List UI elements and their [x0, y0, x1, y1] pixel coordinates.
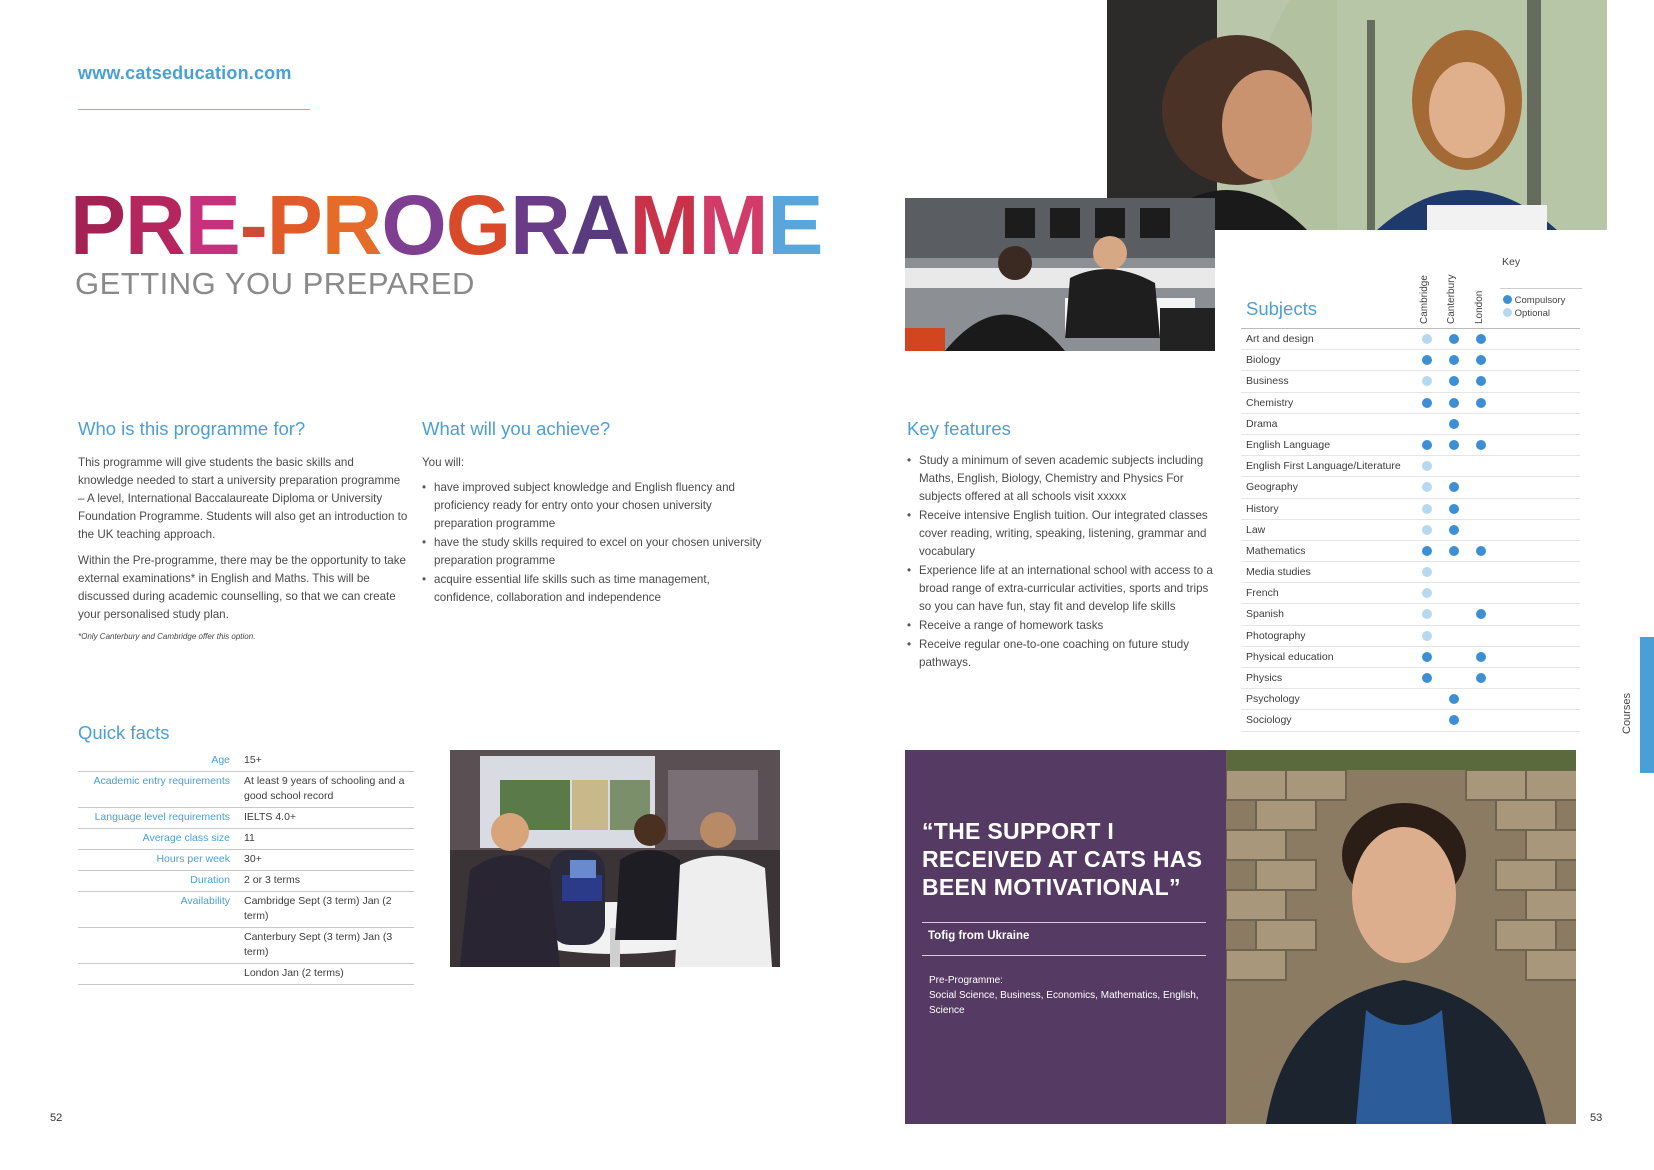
compulsory-dot-icon: [1476, 376, 1486, 386]
who-paragraph-1: This programme will give students the basic skills and knowledge needed to start a university preparation programme – A level, International Baccalaureate Diploma or University Foundation Programme. Students will also get an introduction to the UK teaching approach.: [78, 456, 408, 541]
quick-facts-label: [78, 928, 240, 964]
compulsory-dot-icon: [1449, 694, 1459, 704]
key-title: Key: [1502, 256, 1521, 268]
subject-row: [1241, 583, 1580, 604]
student-studying-illustration: [905, 198, 1215, 351]
column-label-canterbury: Canterbury: [1446, 274, 1457, 324]
compulsory-dot-icon: [1476, 398, 1486, 408]
who-section: [78, 418, 408, 641]
subject-name: Art and design: [1246, 333, 1314, 345]
subjects-heading: Subjects: [1246, 298, 1317, 319]
subject-name: Photography: [1246, 629, 1306, 642]
subject-name: Sociology: [1246, 714, 1292, 727]
title-letter: E: [184, 178, 240, 272]
compulsory-dot-icon: [1476, 334, 1486, 344]
compulsory-dot-icon: [1449, 419, 1459, 429]
quick-facts-value: London Jan (2 terms): [244, 967, 344, 979]
quick-facts-label: Language level requirements: [94, 811, 230, 823]
title-letter: M: [698, 178, 768, 272]
quote-programme-subjects: Social Science, Business, Economics, Mathematics, English, Science: [929, 990, 1199, 1016]
subject-row: [1241, 350, 1580, 371]
quick-facts-value: 15+: [244, 754, 262, 766]
subject-name: English Language: [1246, 438, 1331, 451]
subject-row: [1241, 499, 1580, 520]
subject-name: Drama: [1246, 417, 1278, 430]
optional-dot-icon: [1422, 504, 1432, 514]
compulsory-dot-icon: [1422, 398, 1432, 408]
quote-programme-label: Pre-Programme:: [929, 975, 1003, 986]
quick-facts-value: 11: [244, 832, 255, 844]
subject-name: English First Language/Literature: [1246, 460, 1401, 473]
courses-side-label: Courses: [1621, 693, 1633, 734]
feature-item: • Experience life at an international school with access to a broad range of extra-curricular activities, sports and trips so you can have fun, stay fit and develop life skills: [907, 562, 1217, 616]
subject-row: [1241, 371, 1580, 392]
column-label-london: London: [1474, 290, 1485, 324]
student-portrait-illustration: [1226, 750, 1576, 1124]
subject-row: [1241, 710, 1580, 731]
quick-facts-table: [78, 751, 414, 985]
feature-item: • Study a minimum of seven academic subjects including Maths, English, Biology, Chemistry and Physics For subjects offered at all schools visit xxxxx: [907, 452, 1217, 506]
column-label-cambridge: Cambridge: [1419, 275, 1430, 324]
key-compulsory: [1503, 295, 1565, 306]
students-talking-illustration: [1107, 0, 1607, 230]
title-letter: O: [381, 178, 446, 272]
compulsory-dot-icon: [1449, 376, 1459, 386]
title-letter: P: [266, 178, 322, 272]
quick-facts-value: Canterbury Sept (3 term) Jan (3 term): [244, 931, 393, 958]
subject-row: [1241, 626, 1580, 647]
achieve-item: • acquire essential life skills such as time management, confidence, collaboration and independence: [422, 571, 767, 607]
page-number-right: 53: [1590, 1112, 1603, 1124]
quick-facts-row: [78, 964, 414, 985]
compulsory-dot-icon: [1476, 609, 1486, 619]
quick-facts-row: [78, 829, 414, 850]
subject-name: Mathematics: [1246, 544, 1306, 557]
optional-dot-icon: [1422, 461, 1432, 471]
achieve-list: [422, 479, 767, 607]
subject-row: [1241, 435, 1580, 456]
achieve-intro: You will:: [422, 456, 465, 469]
key-rule: [1500, 288, 1582, 289]
quick-facts-label: Average class size: [142, 832, 230, 844]
quick-facts-label: Hours per week: [156, 853, 230, 865]
subject-row: [1241, 604, 1580, 625]
compulsory-dot-icon: [1422, 546, 1432, 556]
subject-row: [1241, 329, 1580, 350]
subject-row: [1241, 456, 1580, 477]
key-optional-label: Optional: [1514, 308, 1551, 319]
student-studying-photo: [905, 198, 1215, 351]
quote-rule-bottom: [922, 955, 1206, 956]
website-url[interactable]: www.catseducation.com: [78, 63, 292, 83]
optional-dot-icon: [1422, 609, 1432, 619]
title-letter: R: [510, 178, 570, 272]
features-heading: Key features: [907, 418, 1011, 439]
optional-dot-icon: [1422, 631, 1432, 641]
compulsory-dot-icon: [1449, 715, 1459, 725]
quick-facts-label: Availability: [180, 895, 230, 907]
subject-name: Business: [1246, 375, 1289, 388]
who-footnote: *Only Canterbury and Cambridge offer this option.: [78, 632, 256, 641]
subject-row: [1241, 689, 1580, 710]
optional-dot-icon: [1422, 525, 1432, 535]
optional-dot-icon: [1422, 482, 1432, 492]
compulsory-dot-icon: [1476, 546, 1486, 556]
compulsory-dot-icon: [1422, 440, 1432, 450]
feature-item: • Receive intensive English tuition. Our integrated classes cover reading, writing, speaking, listening, grammar and vocabulary: [907, 507, 1217, 561]
optional-dot-icon: [1422, 567, 1432, 577]
title-letter: P: [70, 178, 126, 272]
optional-dot-icon: [1503, 308, 1512, 317]
subject-row: [1241, 393, 1580, 414]
quick-facts-heading: Quick facts: [78, 722, 170, 743]
subject-name: Law: [1246, 523, 1266, 536]
courses-side-tab[interactable]: [1640, 637, 1654, 773]
group-study-illustration: [450, 750, 780, 967]
features-list: [907, 452, 1217, 672]
feature-item: • Receive regular one-to-one coaching on future study pathways.: [907, 636, 1217, 672]
subject-name: Geography: [1246, 481, 1298, 494]
title-letter: E: [767, 178, 823, 272]
achieve-section: [422, 418, 767, 608]
achieve-item: • have improved subject knowledge and English fluency and proficiency ready for entry onto your chosen university preparation programme: [422, 479, 767, 533]
url-underline: [78, 109, 310, 110]
subject-name: Physics: [1246, 672, 1283, 684]
compulsory-dot-icon: [1476, 673, 1486, 683]
optional-dot-icon: [1422, 588, 1432, 598]
quick-facts-row: [78, 871, 414, 892]
students-talking-photo: [1107, 0, 1607, 230]
subject-name: Physical education: [1246, 650, 1334, 663]
title-letter: M: [629, 178, 699, 272]
compulsory-dot-icon: [1449, 525, 1459, 535]
quick-facts-row: [78, 850, 414, 871]
subject-name: Spanish: [1246, 608, 1284, 621]
subject-row: [1241, 668, 1580, 689]
quick-facts-label: Age: [211, 754, 230, 766]
page-subtitle: GETTING YOU PREPARED: [75, 266, 475, 301]
quick-facts-row: [78, 751, 414, 772]
subject-row: [1241, 414, 1580, 435]
subject-name: Psychology: [1246, 693, 1300, 706]
quick-facts-label: Academic entry requirements: [93, 775, 230, 787]
quick-facts-label: Duration: [190, 874, 230, 886]
optional-dot-icon: [1422, 376, 1432, 386]
title-letter: G: [445, 178, 511, 272]
features-body: [907, 452, 1217, 672]
quote-author: Tofig from Ukraine: [928, 930, 1030, 942]
achieve-heading: What will you achieve?: [422, 418, 611, 439]
who-paragraph-2: Within the Pre-programme, there may be the opportunity to take external examinations* in English and Maths. This will be discussed during academic counselling, so that we can create your personalised study plan.: [78, 554, 407, 621]
compulsory-dot-icon: [1503, 295, 1512, 304]
subject-row: [1241, 477, 1580, 498]
quick-facts-label: [78, 964, 240, 985]
compulsory-dot-icon: [1449, 440, 1459, 450]
key-compulsory-label: Compulsory: [1514, 295, 1566, 306]
title-letter: R: [321, 178, 382, 272]
subject-name: French: [1246, 587, 1279, 600]
student-portrait-photo: [1226, 750, 1576, 1124]
compulsory-dot-icon: [1422, 673, 1432, 683]
subject-name: History: [1246, 502, 1279, 515]
quick-facts-row: [78, 808, 414, 829]
compulsory-dot-icon: [1449, 504, 1459, 514]
compulsory-dot-icon: [1449, 482, 1459, 492]
quick-facts-value: 30+: [244, 853, 262, 865]
subject-row: [1241, 520, 1580, 541]
compulsory-dot-icon: [1476, 652, 1486, 662]
subjects-table: [1241, 329, 1580, 732]
compulsory-dot-icon: [1449, 355, 1459, 365]
subject-name: Chemistry: [1246, 396, 1294, 409]
who-body: [78, 454, 408, 624]
group-study-photo: [450, 750, 780, 967]
quote-rule-top: [922, 922, 1206, 923]
subject-name: Biology: [1246, 354, 1281, 367]
quick-facts-row: [78, 928, 414, 964]
quick-facts-value: 2 or 3 terms: [244, 874, 301, 886]
quick-facts-value: At least 9 years of schooling and a good school record: [244, 775, 405, 802]
quote-text: “THE SUPPORT I RECEIVED AT CATS HAS BEEN MOTIVATIONAL”: [922, 818, 1203, 900]
feature-item: • Receive a range of homework tasks: [907, 617, 1217, 635]
quick-facts-value: IELTS 4.0+: [244, 811, 297, 823]
quote-programme: [929, 973, 1199, 1018]
compulsory-dot-icon: [1422, 652, 1432, 662]
subject-row: [1241, 562, 1580, 583]
title-letter: R: [125, 178, 185, 272]
compulsory-dot-icon: [1476, 355, 1486, 365]
page-title: [70, 178, 823, 272]
title-letter: -: [239, 178, 267, 272]
quick-facts-row: [78, 772, 414, 808]
page-number-left: 52: [50, 1112, 63, 1124]
key-optional: [1503, 308, 1550, 319]
quick-facts-value: Cambridge Sept (3 term) Jan (2 term): [244, 895, 392, 922]
optional-dot-icon: [1422, 334, 1432, 344]
achieve-item: • have the study skills required to excel on your chosen university preparation programme: [422, 534, 767, 570]
subject-name: Media studies: [1246, 566, 1311, 579]
compulsory-dot-icon: [1449, 546, 1459, 556]
subject-row: [1241, 647, 1580, 668]
quick-facts-row: [78, 892, 414, 928]
compulsory-dot-icon: [1449, 398, 1459, 408]
subject-row: [1241, 541, 1580, 562]
title-letter: A: [569, 178, 630, 272]
who-heading: Who is this programme for?: [78, 418, 306, 439]
compulsory-dot-icon: [1476, 440, 1486, 450]
compulsory-dot-icon: [1449, 334, 1459, 344]
compulsory-dot-icon: [1422, 355, 1432, 365]
features-section: [907, 418, 1217, 673]
achieve-body: [422, 454, 767, 607]
